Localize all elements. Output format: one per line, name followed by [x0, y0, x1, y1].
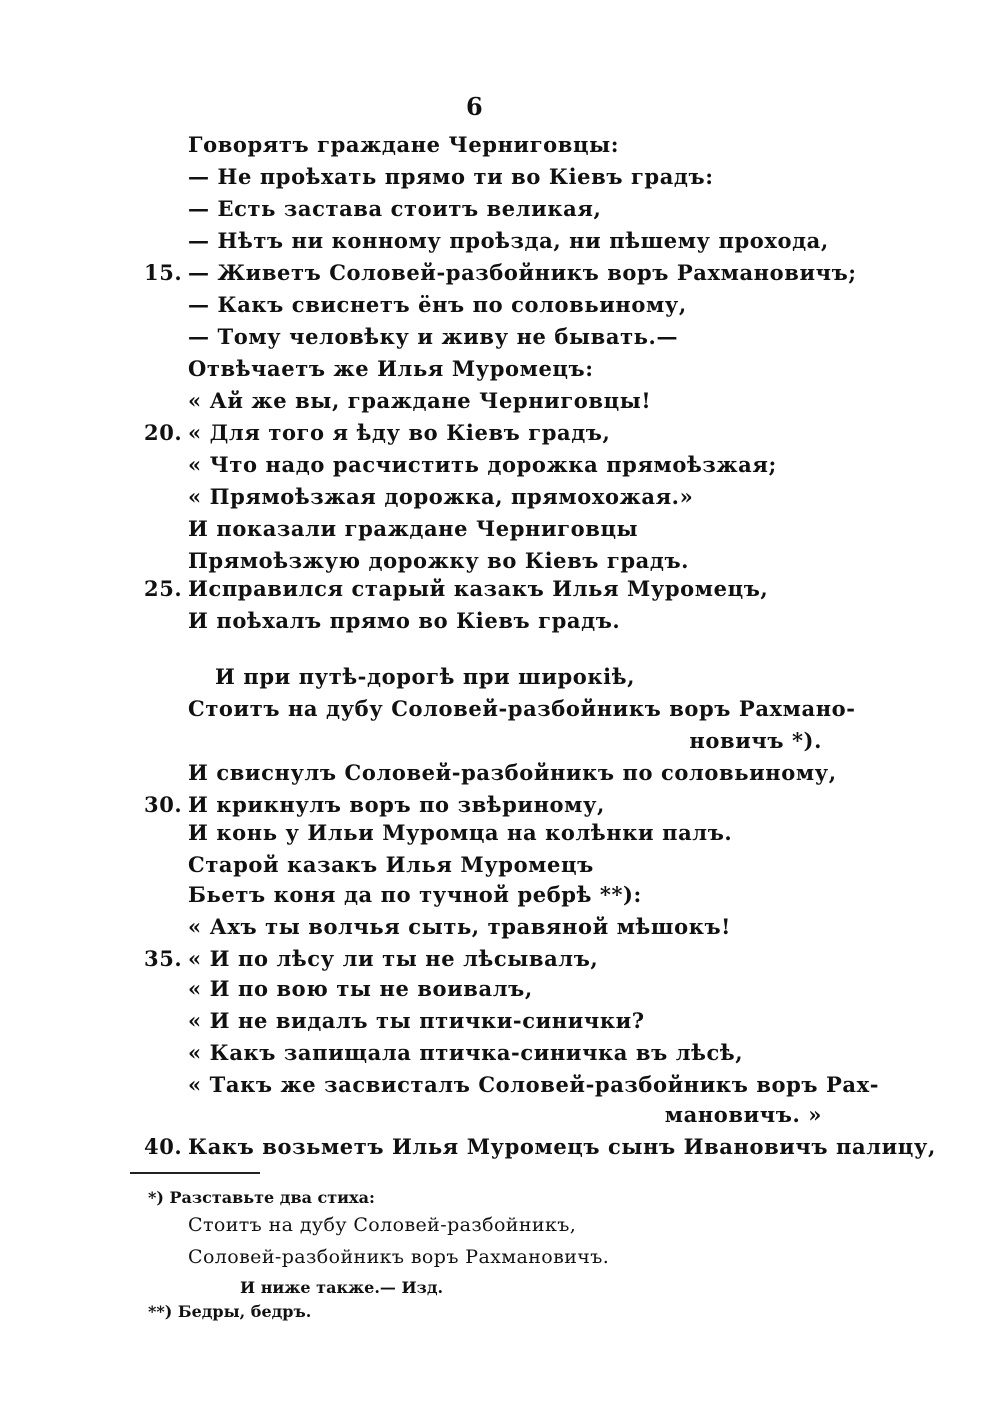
- footnote-text: Бедры, бедръ.: [177, 1302, 312, 1321]
- verse-line: « Что надо расчистить дорожка прямоѣзжая;: [188, 452, 777, 477]
- verse-line: — Есть застава стоитъ великая,: [188, 196, 602, 221]
- verse-line: Прямоѣзжую дорожку во Кіевъ градъ.: [188, 548, 690, 573]
- verse-line: И при путѣ-дорогѣ при широкіѣ,: [215, 664, 636, 689]
- verse-line: « Такъ же засвисталъ Соловей-разбойникъ воръ Рах-: [188, 1072, 880, 1097]
- verse-line: И конь у Ильи Муромца на колѣнки палъ.: [188, 820, 733, 845]
- verse-line: « Какъ запищала птичка-синичка въ лѣсѣ,: [188, 1040, 744, 1065]
- line-number: 40.: [144, 1134, 183, 1159]
- verse-line: 20. « Для того я ѣду во Кіевъ градъ,: [144, 420, 611, 445]
- line-number: 25.: [144, 576, 183, 601]
- verse-line: « И не видалъ ты птички-синички?: [188, 1008, 645, 1033]
- verse-line: — Какъ свиснетъ ёнъ по соловьиному,: [188, 292, 687, 317]
- verse-line: Отвѣчаетъ же Илья Муромецъ:: [188, 356, 594, 381]
- verse-line: 15. — Живетъ Соловей-разбойникъ воръ Рахмановичъ;: [144, 260, 857, 285]
- verse-line: 40. Какъ возьметъ Илья Муромецъ сынъ Ивановичъ палицу,: [144, 1134, 936, 1159]
- verse-line: « Прямоѣзжая дорожка, прямохожая.»: [188, 484, 694, 509]
- verse-continuation: мановичъ. »: [664, 1102, 822, 1127]
- verse-line: « Ахъ ты волчья сыть, травяной мѣшокъ!: [188, 914, 731, 939]
- verse-line: И свиснулъ Соловей-разбойникъ по соловьиному,: [188, 760, 837, 785]
- footnote-marker: *): [148, 1188, 164, 1207]
- verse-line: — Тому человѣку и живу не бывать.—: [188, 324, 679, 349]
- verse-line: — Нѣтъ ни конному проѣзда, ни пѣшему прохода,: [188, 228, 829, 253]
- verse-line: 35. « И по лѣсу ли ты не лѣсывалъ,: [144, 946, 599, 971]
- page-number: 6: [466, 92, 483, 121]
- verse-line: 25. Исправился старый казакъ Илья Муромецъ,: [144, 576, 769, 601]
- line-number: 15.: [144, 260, 183, 285]
- footnote-verse: Соловей-разбойникъ воръ Рахмановичъ.: [188, 1246, 610, 1268]
- footnote-marker: **): [148, 1302, 173, 1321]
- verse-line: — Не проѣхать прямо ти во Кіевъ градъ:: [188, 164, 714, 189]
- verse-line: Стоитъ на дубу Соловей-разбойникъ воръ Рахмано-: [188, 696, 856, 721]
- footnote-1: [148, 1188, 375, 1207]
- line-number: 30.: [144, 792, 183, 817]
- footnote-intro: Разставьте два стиха:: [169, 1188, 375, 1207]
- verse-line: 30. И крикнулъ воръ по звѣриному,: [144, 792, 605, 817]
- footnote-note: И ниже также.— Изд.: [240, 1278, 444, 1297]
- verse-continuation: новичъ *).: [689, 728, 822, 753]
- footnote-2: [148, 1302, 311, 1321]
- verse-line: « Ай же вы, граждане Черниговцы!: [188, 388, 652, 413]
- verse-line: И показали граждане Черниговцы: [188, 516, 639, 541]
- verse-line: Бьетъ коня да по тучной ребрѣ **):: [188, 882, 642, 907]
- footnote-verse: Стоитъ на дубу Соловей-разбойникъ,: [188, 1214, 577, 1236]
- line-number: 20.: [144, 420, 183, 445]
- verse-line: И поѣхалъ прямо во Кіевъ градъ.: [188, 608, 621, 633]
- line-number: 35.: [144, 946, 183, 971]
- verse-line: « И по вою ты не воивалъ,: [188, 976, 533, 1001]
- verse-line: Старой казакъ Илья Муромецъ: [188, 852, 594, 877]
- footnote-divider: [130, 1172, 260, 1174]
- verse-line: Говорятъ граждане Черниговцы:: [188, 132, 620, 157]
